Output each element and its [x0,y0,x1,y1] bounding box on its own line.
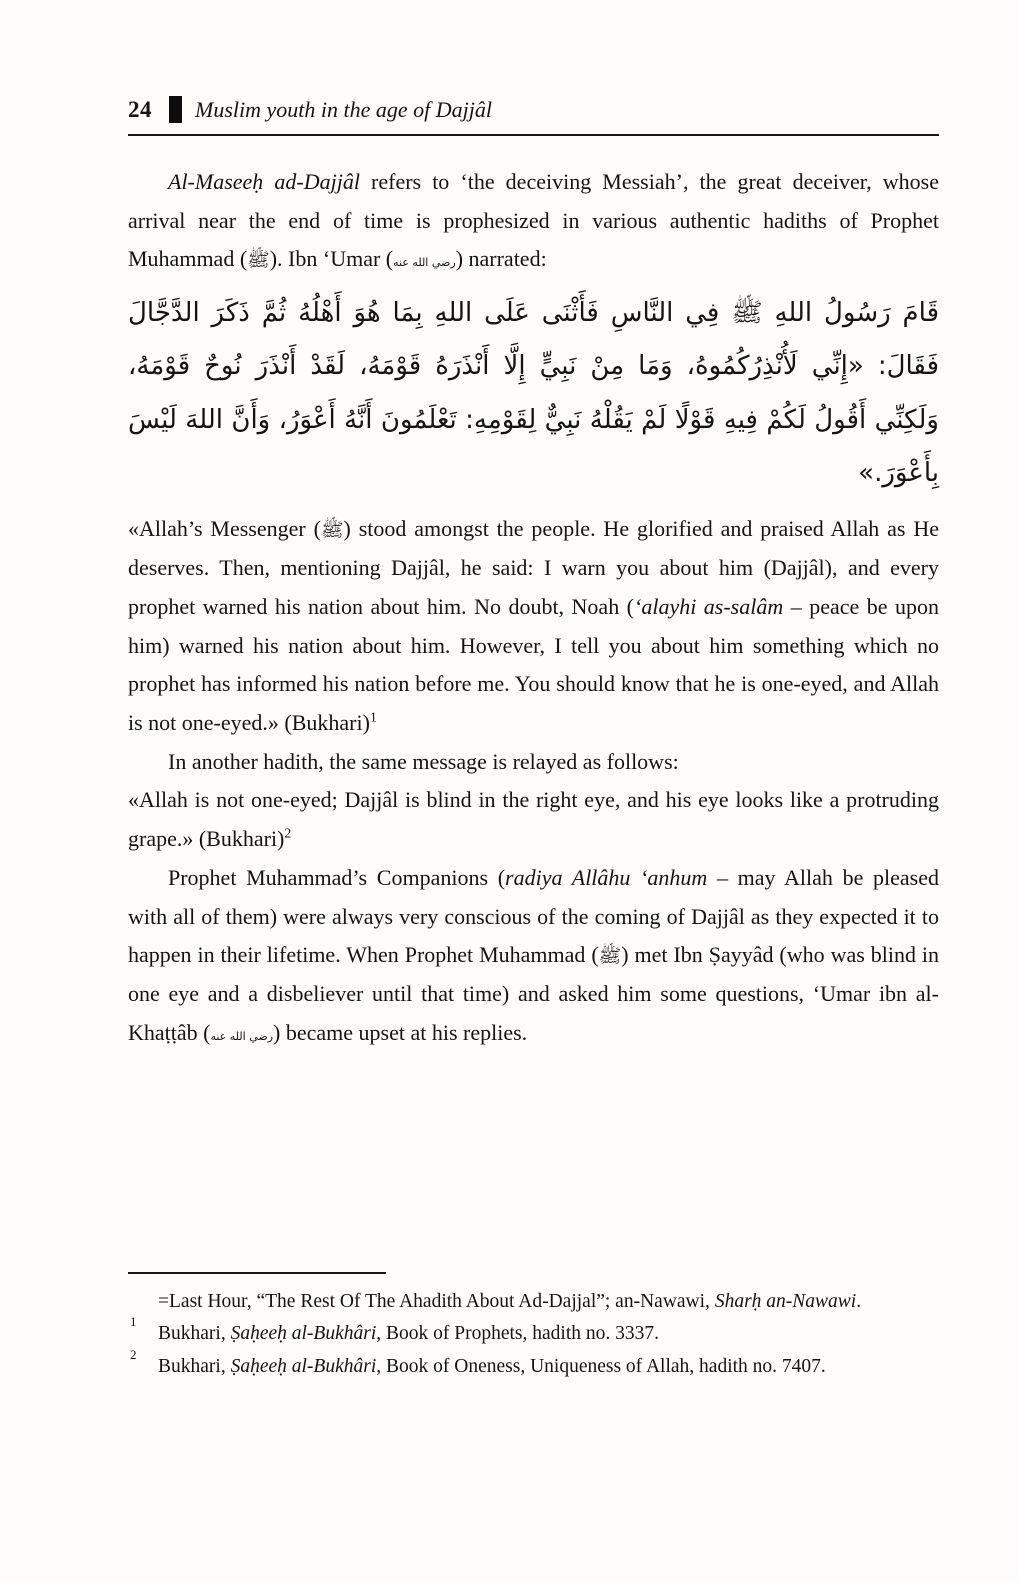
text-run: refers to ‘the deceiving Messiah’, the great deceiver, whose arrival near the end of time is prophesized in various authentic hadiths of Prophet Muhammad ( [128,169,939,272]
text-run: ) became upset at his replies. [273,1019,528,1045]
header-rule [128,134,939,136]
text-run: «Allah’s Messenger ( [128,516,321,542]
italic-term-radiya-allahu-anhum: radiya Allâhu ‘anhum [505,864,708,890]
text-run: =Last Hour, “The Rest Of The Ahadith About Ad-Dajjal”; an-Nawawi, [158,1291,715,1312]
text-run: . [856,1291,862,1312]
header-bar-decoration [169,96,182,123]
italic-term-alayhi-as-salam: ‘alayhi as-salâm [634,593,784,619]
text-run: Bukhari, [158,1355,231,1377]
text-run: Bukhari, [158,1323,231,1345]
hadith-translation-quote [128,510,939,742]
paragraph-companions [128,859,939,1053]
text-run: , Book of Prophets, hadith no. 3337. [376,1323,659,1345]
footnote-reference-2: 2 [284,825,292,841]
footnotes-section [128,1272,939,1383]
pbuh-symbol: ﷺ [247,250,270,272]
text-run: «Allah is not one-eyed; Dajjâl is blind in the right eye, and his eye looks like a protruding grape.» (Bukhari) [128,787,939,852]
running-title: Muslim youth in the age of Dajjâl [195,96,492,122]
text-run: ) met Ibn Ṣayyâd (who was blind in one eye and a disbeliever until that time) and asked him some questions, ‘Umar ibn al-Khaṭṭâb ( [128,942,939,1045]
text-run: – may Allah be pleased with all of them) were always very conscious of the coming of Dajjâl as they expected it to happen in their lifetime. When Prophet Muhammad ( [128,864,939,968]
text-run: Prophet Muhammad’s Companions ( [168,864,506,890]
text-run: , Book of Oneness, Uniqueness of Allah, hadith no. 7407. [376,1355,826,1377]
paragraph-intro [128,163,939,279]
italic-title-saheeh-al-bukhari: Ṣaḥeeḥ al-Bukhâri [230,1323,377,1345]
page-header [128,96,939,123]
text-run: ) stood amongst the people. He glorified and praised Allah as He deserves. Then, mentioning Dajjâl, he said: I warn you about him (Dajjâl), and every prophet warned his nation about him. No doubt, Noah ( [128,516,939,619]
italic-title-saheeh-al-bukhari: Ṣaḥeeḥ al-Bukhâri [230,1355,377,1377]
text-run: ). Ibn ‘Umar ( [269,246,394,272]
footnote-divider [128,1272,386,1274]
footnote-2: 2 Bukhari, Ṣaḥeeḥ al-Bukhâri, Book of Oneness, Uniqueness of Allah, hadith no. 7407. [130,1346,826,1377]
text-run: ) narrated: [455,246,547,272]
pbuh-symbol: ﷺ [598,946,622,968]
radiallahu-anhu-symbol: رضي الله عنه [210,1029,274,1043]
second-hadith-quote [128,781,939,858]
footnote-continuation [128,1286,939,1318]
footnote-1: 1 Bukhari, Ṣaḥeeḥ al-Bukhâri, Book of Prophets, hadith no. 3337. [130,1314,659,1345]
radiallahu-anhu-symbol: رضي الله عنه [393,256,456,270]
arabic-hadith-text: قَامَ رَسُولُ اللهِ ﷺ فِي النَّاسِ فَأَثْنَى عَلَى اللهِ بِمَا هُوَ أَهْلُهُ ثُمَّ ذَكَرَ الدَّجَّالَ فَقَالَ: «إِنِّي لَأُنْذِرُكُمُوهُ، وَمَا مِنْ نَبِيٍّ إِلَّا أَنْذَرَهُ قَوْمَهُ، لَقَدْ أَنْذَرَ نُوحٌ قَوْمَهُ، وَلَكِنِّي أَقُولُ لَكُمْ فِيهِ قَوْلًا لَمْ يَقُلْهُ نَبِيٌّ لِقَوْمِهِ: تَعْلَمُونَ أَنَّهُ أَعْوَرُ، وَأَنَّ اللهَ لَيْسَ بِأَعْوَرَ.» [128,298,939,489]
paragraph-another-hadith: In another hadith, the same message is relayed as follows: [168,748,679,774]
text-run: – peace be upon him) warned his nation about him. However, I tell you about him something which no prophet has informed his nation before me. You should know that he is one-eyed, and Allah is not one-eyed.» (Bukhari) [128,593,939,735]
page-body [128,163,939,1052]
page-number: 24 [128,96,152,122]
footnote-reference-1: 1 [369,709,377,725]
italic-title-sharh-an-nawawi: Sharḥ an-Nawawi [714,1291,857,1312]
pbuh-symbol: ﷺ [320,520,344,542]
italic-term-al-maseeh: Al-Maseeḥ ad-Dajjâl [168,169,360,194]
